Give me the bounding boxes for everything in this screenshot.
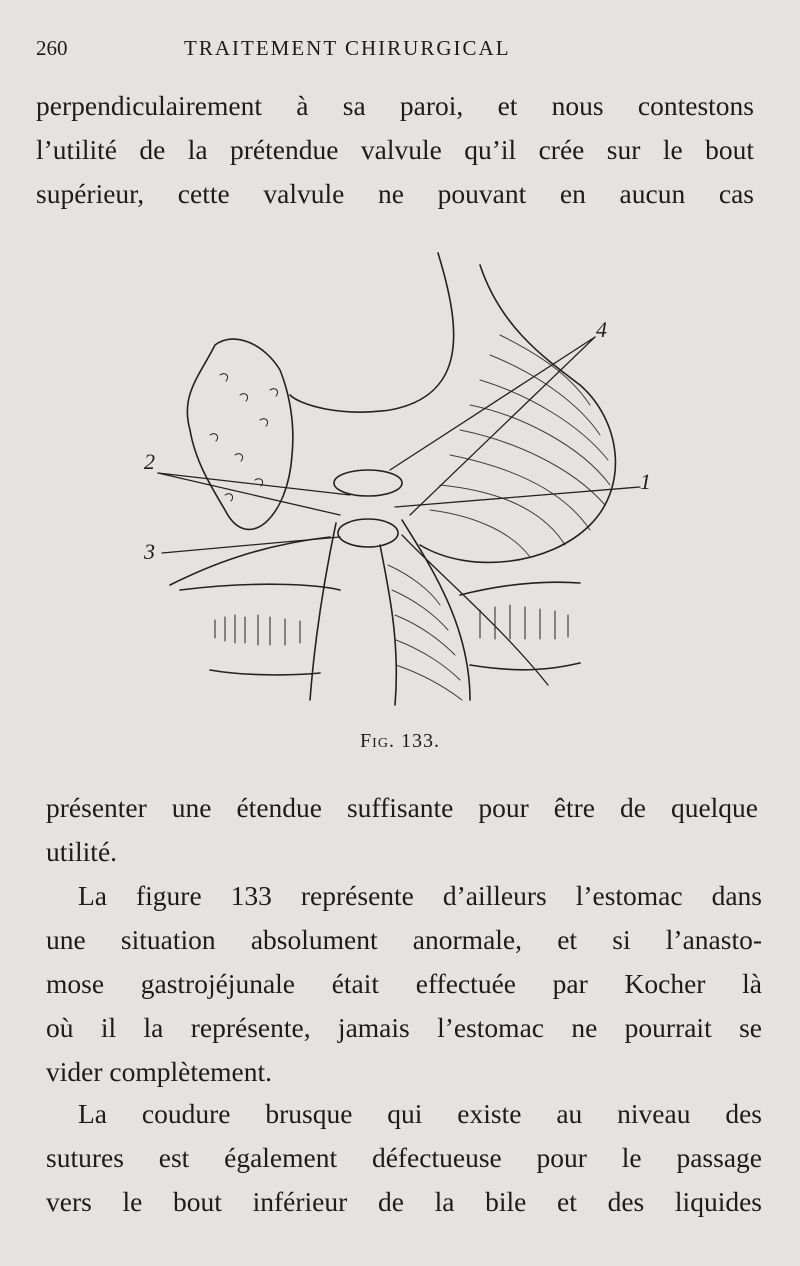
figure-label-4: 4 (596, 317, 607, 342)
text-line: une situation absolument anormale, et si l’anasto- (46, 924, 762, 955)
paragraph-3 (46, 874, 762, 1094)
text-line: où il la représente, jamais l’estomac ne pourrait se (46, 1012, 762, 1043)
text-line: supérieur, cette valvule ne pouvant en aucun cas (36, 178, 754, 209)
running-title: TRAITEMENT CHIRURGICAL (184, 36, 511, 60)
stomach-upper-curve (290, 253, 454, 412)
text-line: utilité. (46, 836, 118, 867)
upper-opening (334, 470, 402, 496)
running-head (36, 36, 626, 66)
jejunum-right-wall (402, 520, 470, 700)
jejunum-hatching (388, 565, 462, 700)
figure-label-3: 3 (144, 539, 155, 564)
omentum-texture (210, 374, 278, 501)
figure-label-1: 1 (640, 469, 651, 494)
text-line: présenter une étendue suffisante pour être de quelque (46, 792, 758, 823)
text-line: vider complètement. (46, 1056, 273, 1087)
paragraph-2 (46, 786, 758, 874)
text-line: sutures est également défectueuse pour le passage (46, 1142, 762, 1173)
figure-caption: Fig. 133. (360, 730, 440, 752)
text-line: perpendiculairement à sa paroi, et nous contestons (36, 90, 754, 121)
paragraph-1 (36, 84, 754, 216)
colon-right-upper (460, 582, 580, 595)
lower-opening (338, 519, 398, 547)
mesentery-strand (170, 537, 330, 585)
paragraph-4 (46, 1092, 762, 1224)
colon-upper-edge (180, 584, 340, 590)
colon-right-lower (470, 663, 580, 670)
text-line: mose gastrojéjunale était effectuée par Kocher là (46, 968, 762, 999)
figure-133-illustration (140, 245, 660, 715)
text-line: vers le bout inférieur de la bile et des liquides (46, 1186, 762, 1217)
jejunum-inner-wall (380, 545, 396, 705)
stomach-greater-curvature (420, 265, 615, 562)
text-line: La coudure brusque qui existe au niveau des (78, 1098, 762, 1129)
figure-label-2: 2 (144, 449, 155, 474)
page-number: 260 (36, 36, 68, 60)
text-line: l’utilité de la prétendue valvule qu’il crée sur le bout (36, 134, 754, 165)
text-line: La figure 133 représente d’ailleurs l’estomac dans (78, 880, 762, 911)
stomach-hatching (430, 335, 610, 557)
colon-lower-edge (210, 670, 320, 675)
